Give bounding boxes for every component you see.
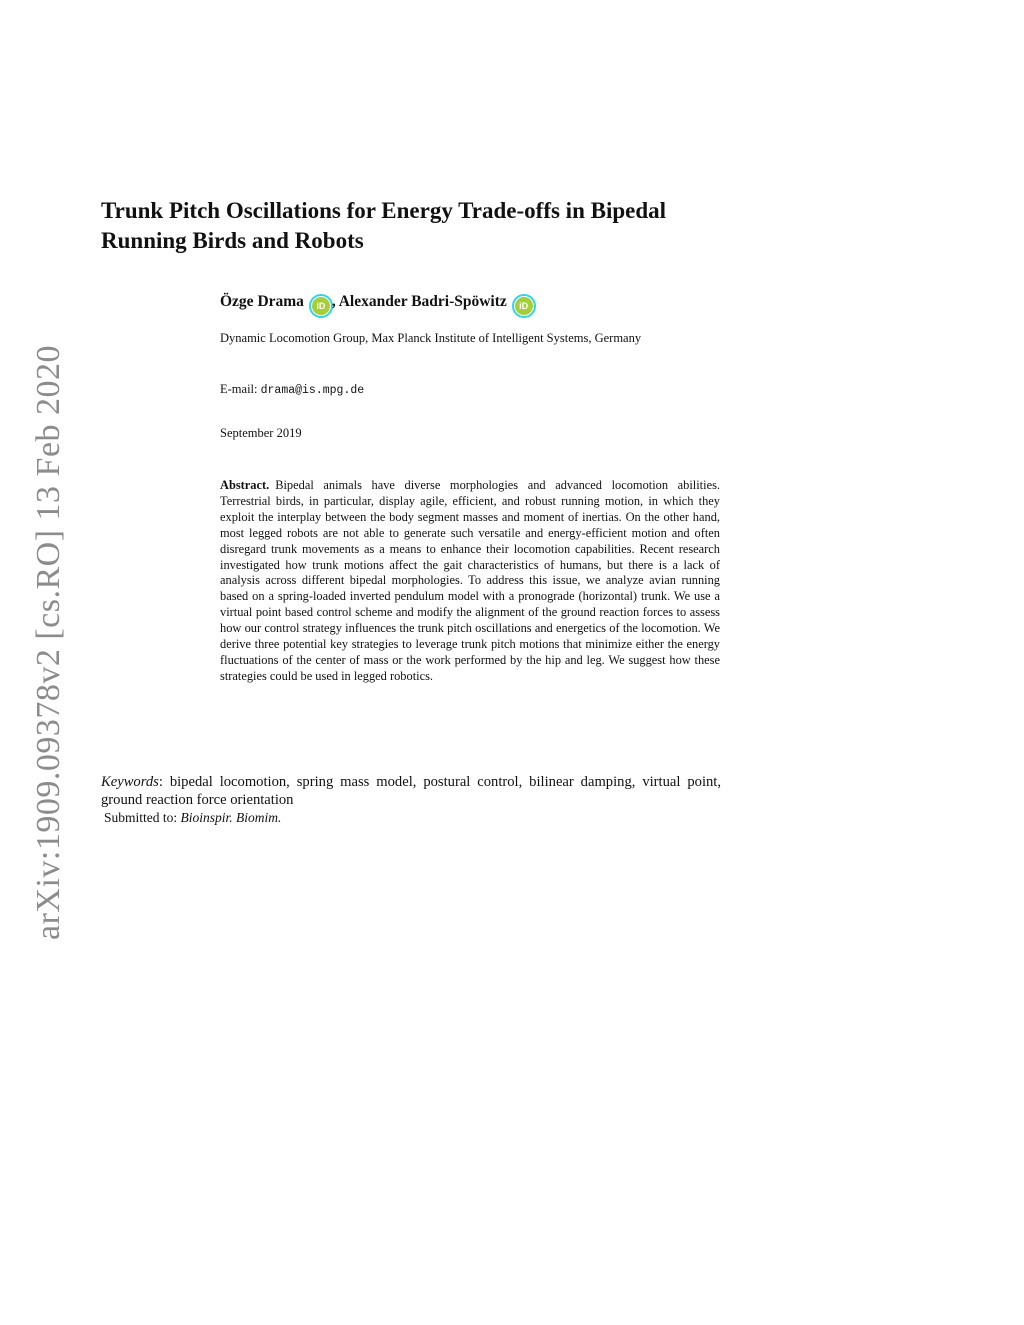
author-separator: ,: [331, 293, 336, 310]
author-name[interactable]: Alexander Badri-Spöwitz: [338, 293, 507, 310]
arxiv-identifier-stamp: arXiv:1909.09378v2 [cs.RO] 13 Feb 2020: [30, 344, 67, 940]
orcid-icon[interactable]: iD: [515, 297, 533, 315]
author-list: [220, 293, 535, 315]
affiliation: Dynamic Locomotion Group, Max Planck Institute of Intelligent Systems, Germany: [220, 331, 642, 345]
keywords: [101, 773, 721, 809]
submitted-to: [104, 810, 281, 826]
journal-name: Bioinspir. Biomim.: [180, 810, 282, 825]
abstract-text: Bipedal animals have diverse morphologies and advanced locomotion abilities. Terrestrial birds, in particular, display agile, efficient, and robust running motion, in which they exploit the interplay between the body segment masses and moment of inertias. On the other hand, most legged robots are not able to generate such versatile and energy-efficient motion and often disregard trunk movements as a means to enhance their locomotion capabilities. Recent research investigated how trunk motions affect the gait characteristics of humans, but there is a lack of analysis across different bipedal morphologies. To address this issue, we analyze avian running based on a spring-loaded inverted pendulum model with a pronograde (horizontal) trunk. We use a virtual point based control scheme and modify the alignment of the ground reaction forces to assess how our control strategy influences the trunk pitch oscillations and energetics of the locomotion. We derive three potential key strategies to leverage trunk pitch motions that minimize either the energy fluctuations of the center of mass or the work performed by the hip and leg. We suggest how these strategies could be used in legged robotics.: [220, 478, 720, 683]
orcid-icon[interactable]: iD: [312, 297, 330, 315]
keywords-text: : bipedal locomotion, spring mass model, postural control, bilinear damping, virtual point, ground reaction force orientation: [101, 774, 721, 808]
submission-date: September 2019: [220, 426, 302, 440]
email-label: E-mail:: [220, 382, 258, 396]
keywords-label: Keywords: [101, 774, 159, 790]
abstract: [220, 478, 720, 685]
abstract-label: Abstract.: [220, 478, 270, 492]
email-address[interactable]: drama@is.mpg.de: [260, 384, 365, 397]
author-name[interactable]: Özge Drama: [220, 293, 304, 310]
paper-title: Trunk Pitch Oscillations for Energy Trade-offs in Bipedal Running Birds and Robots: [101, 198, 667, 253]
submitted-label: Submitted to:: [104, 810, 178, 825]
email-line: [220, 382, 364, 397]
